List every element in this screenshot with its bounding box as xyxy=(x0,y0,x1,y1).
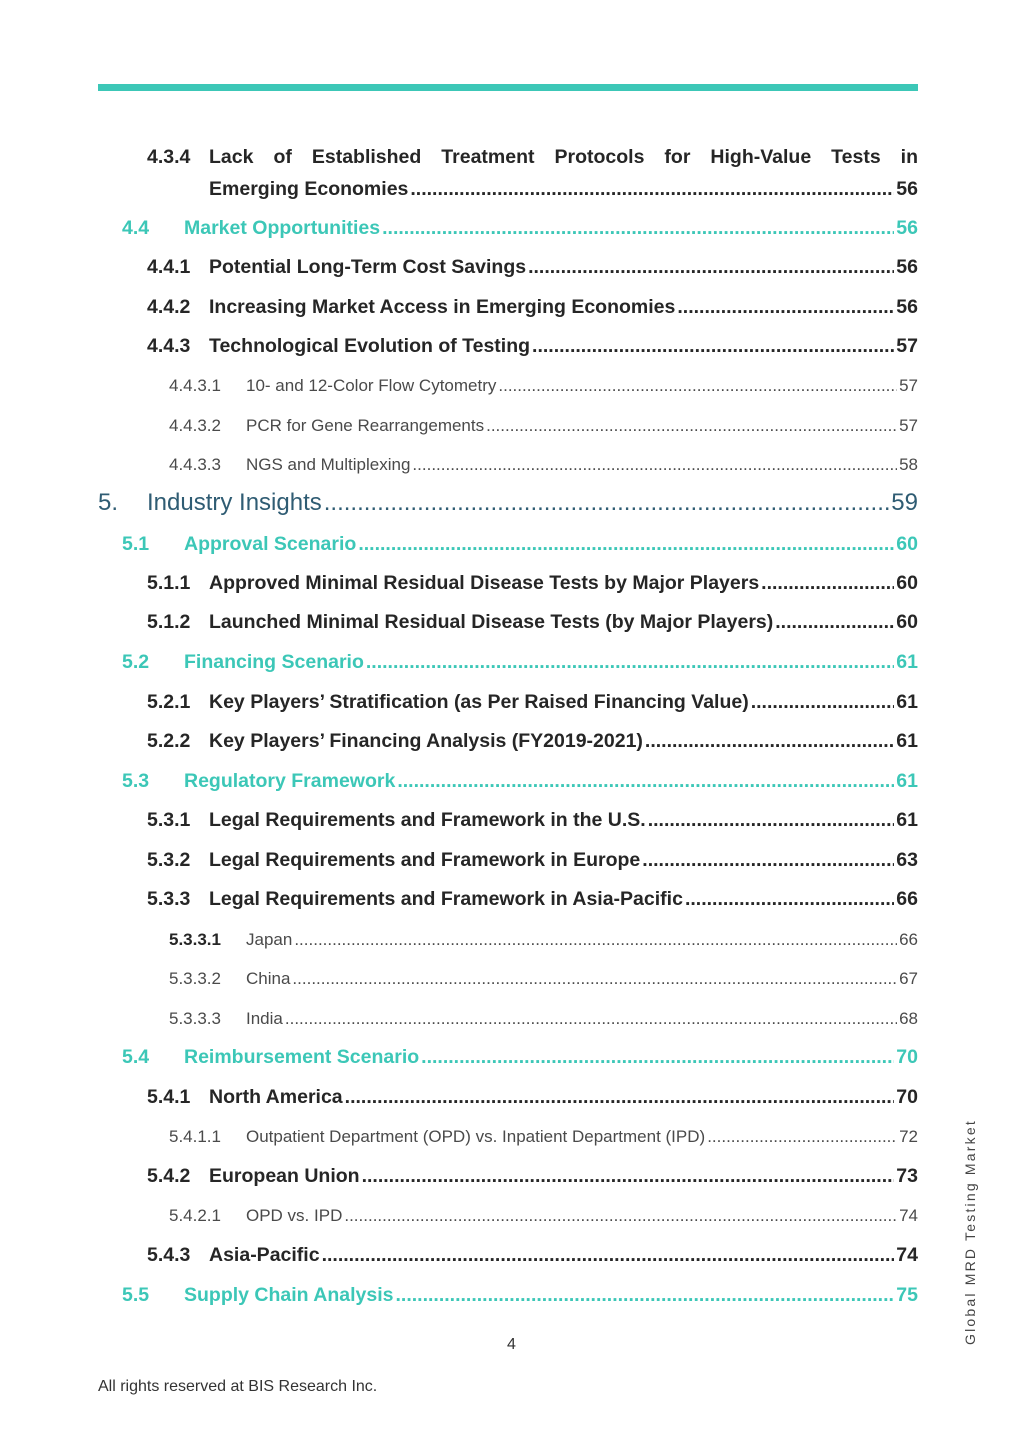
toc-entry-page: 57 xyxy=(896,335,918,357)
toc-entry-page: 60 xyxy=(896,533,918,555)
toc-entry-title: Key Players’ Stratification (as Per Raised Financing Value) xyxy=(209,691,749,713)
toc-entry-4-3-4[interactable] xyxy=(147,146,918,201)
toc-leader-dots xyxy=(358,533,894,556)
toc-entry-number: 5.4 xyxy=(122,1046,150,1068)
toc-entry-5-2-2[interactable] xyxy=(147,730,918,753)
toc-entry-number: 5.3.3.1 xyxy=(169,930,221,949)
toc-entry-5-2[interactable] xyxy=(122,651,918,674)
toc-leader-dots xyxy=(285,1009,897,1029)
toc-entry-number: 5.2.2 xyxy=(147,730,191,752)
toc-entry-title: Regulatory Framework xyxy=(184,770,396,792)
toc-entry-number: 4.4.3 xyxy=(147,335,191,357)
toc-leader-dots xyxy=(412,455,897,475)
toc-entry-page: 58 xyxy=(899,455,918,474)
toc-entry-number: 4.4.3.1 xyxy=(169,376,221,395)
toc-entry-page: 60 xyxy=(896,611,918,633)
toc-leader-dots xyxy=(292,969,897,989)
toc-leader-dots xyxy=(486,416,897,436)
page-number: 4 xyxy=(507,1336,516,1353)
toc-entry-number: 5.1.2 xyxy=(147,611,191,633)
side-report-label: Global MRD Testing Market xyxy=(962,1119,978,1345)
toc-entry-page: 61 xyxy=(896,730,918,752)
toc-entry-page: 68 xyxy=(899,1009,918,1028)
toc-entry-title: India xyxy=(246,1009,283,1028)
toc-entry-title: Industry Insights xyxy=(147,489,322,516)
toc-entry-5-3-3-3[interactable] xyxy=(169,1009,918,1029)
toc-leader-dots xyxy=(642,849,894,872)
toc-entry-page: 61 xyxy=(896,651,918,673)
toc-leader-dots xyxy=(382,217,894,240)
toc-entry-5-5[interactable] xyxy=(122,1284,918,1307)
toc-entry-5-4-3[interactable] xyxy=(147,1244,918,1267)
toc-entry-number: 4.4.3.2 xyxy=(169,416,221,435)
toc-entry-page: 75 xyxy=(896,1284,918,1306)
toc-entry-number: 5.4.1 xyxy=(147,1086,191,1108)
toc-entry-page: 66 xyxy=(896,888,918,910)
toc-entry-title: European Union xyxy=(209,1165,360,1187)
toc-entry-page: 56 xyxy=(896,296,918,318)
toc-entry-title: Increasing Market Access in Emerging Economies xyxy=(209,296,676,318)
toc-entry-page: 56 xyxy=(896,256,918,278)
toc-entry-page: 74 xyxy=(899,1206,918,1225)
toc-entry-4-4[interactable] xyxy=(122,217,918,240)
toc-entry-number: 5.4.2.1 xyxy=(169,1206,221,1225)
toc-entry-title: Reimbursement Scenario xyxy=(184,1046,420,1068)
toc-leader-dots xyxy=(498,376,897,396)
toc-entry-title: China xyxy=(246,969,291,988)
toc-entry-5-3[interactable] xyxy=(122,770,918,793)
toc-entry-number: 5.4.2 xyxy=(147,1165,191,1187)
toc-entry-4-4-1[interactable] xyxy=(147,256,918,279)
toc-leader-dots xyxy=(775,611,894,634)
toc-entry-page: 59 xyxy=(891,489,918,516)
toc-leader-dots xyxy=(397,770,894,793)
toc-leader-dots xyxy=(761,572,894,595)
toc-leader-dots xyxy=(532,335,894,358)
toc-entry-title: 10- and 12-Color Flow Cytometry xyxy=(246,376,497,395)
toc-entry-page: 72 xyxy=(899,1127,918,1146)
toc-entry-page: 73 xyxy=(896,1165,918,1187)
toc-entry-page: 70 xyxy=(896,1086,918,1108)
copyright-notice: All rights reserved at BIS Research Inc. xyxy=(98,1378,378,1395)
toc-entry-number: 5.2 xyxy=(122,651,150,673)
toc-entry-title: Asia-Pacific xyxy=(209,1244,320,1266)
toc-entry-page: 56 xyxy=(896,217,918,239)
toc-leader-dots xyxy=(707,1127,897,1147)
toc-leader-dots xyxy=(344,1206,897,1226)
toc-entry-page: 57 xyxy=(899,376,918,395)
toc-entry-number: 5.4.1.1 xyxy=(169,1127,221,1146)
toc-entry-5-1-2[interactable] xyxy=(147,611,918,634)
toc-leader-dots xyxy=(366,651,894,674)
toc-leader-dots xyxy=(645,730,894,753)
toc-leader-dots xyxy=(751,691,895,714)
toc-entry-title: OPD vs. IPD xyxy=(246,1206,343,1225)
toc-entry-5-4-1[interactable] xyxy=(147,1086,918,1109)
toc-leader-dots xyxy=(677,296,894,319)
toc-entry-title: Legal Requirements and Framework in the U.S. xyxy=(209,809,646,831)
toc-leader-dots xyxy=(324,489,890,517)
toc-entry-5-3-1[interactable] xyxy=(147,809,918,832)
toc-entry-title: Supply Chain Analysis xyxy=(184,1284,394,1306)
toc-entry-page: 61 xyxy=(896,809,918,831)
toc-entry-5-2-1[interactable] xyxy=(147,691,918,714)
toc-entry-4-4-3-2[interactable] xyxy=(169,416,918,436)
toc-entry-4-4-3[interactable] xyxy=(147,335,918,358)
toc-leader-dots xyxy=(362,1165,895,1188)
toc-leader-dots xyxy=(528,256,894,279)
toc-entry-page: 57 xyxy=(899,416,918,435)
toc-entry-title: NGS and Multiplexing xyxy=(246,455,411,474)
toc-entry-title: Financing Scenario xyxy=(184,651,364,673)
toc-entry-number: 5. xyxy=(98,489,119,516)
toc-entry-4-4-2[interactable] xyxy=(147,296,918,319)
toc-entry-page: 61 xyxy=(896,691,918,713)
toc-entry-title: Japan xyxy=(246,930,293,949)
toc-leader-dots xyxy=(294,930,897,950)
toc-entry-number: 5.5 xyxy=(122,1284,150,1306)
toc-entry-number: 5.3.2 xyxy=(147,849,191,871)
toc-entry-page: 63 xyxy=(896,849,918,871)
toc-entry-number: 5.4.3 xyxy=(147,1244,191,1266)
toc-entry-5-1[interactable] xyxy=(122,533,918,556)
toc-entry-number: 4.4.1 xyxy=(147,256,191,278)
toc-entry-number: 5.3.3 xyxy=(147,888,191,910)
toc-entry-number: 4.4 xyxy=(122,217,150,239)
toc-entry-title: PCR for Gene Rearrangements xyxy=(246,416,485,435)
toc-entry-5-4-2-1[interactable] xyxy=(169,1206,918,1226)
toc-leader-dots xyxy=(345,1086,895,1109)
toc-entry-number: 4.3.4 xyxy=(147,146,191,168)
toc-entry-page: 56 xyxy=(896,178,918,200)
toc-leader-dots xyxy=(421,1046,894,1069)
toc-entry-page: 66 xyxy=(899,930,918,949)
toc-entry-number: 5.3 xyxy=(122,770,150,792)
toc-entry-number: 5.3.1 xyxy=(147,809,191,831)
toc-entry-5-4-2[interactable] xyxy=(147,1165,918,1188)
toc-entry-title: North America xyxy=(209,1086,343,1108)
toc-entry-title: Lack of Established Treatment Protocols for High-Value Tests in xyxy=(209,146,918,168)
toc-entry-title: Key Players’ Financing Analysis (FY2019-2021) xyxy=(209,730,643,752)
toc-entry-5-3-2[interactable] xyxy=(147,849,918,872)
toc-leader-dots xyxy=(648,809,895,832)
toc-entry-number: 5.1 xyxy=(122,533,150,555)
toc-entry-number: 4.4.3.3 xyxy=(169,455,221,474)
toc-entry-title: Approved Minimal Residual Disease Tests by Major Players xyxy=(209,572,760,594)
toc-entry-title: Legal Requirements and Framework in Asia-Pacific xyxy=(209,888,683,910)
toc-entry-5-3-3[interactable] xyxy=(147,888,918,911)
toc-entry-page: 60 xyxy=(896,572,918,594)
toc-leader-dots xyxy=(322,1244,895,1267)
toc-entry-5-4-1-1[interactable] xyxy=(169,1127,918,1147)
toc-entry-title: Approval Scenario xyxy=(184,533,357,555)
toc-entry-4-4-3-1[interactable] xyxy=(169,376,918,396)
toc-entry-title: Legal Requirements and Framework in Europe xyxy=(209,849,641,871)
toc-entry-number: 4.4.2 xyxy=(147,296,191,318)
toc-entry-title: Technological Evolution of Testing xyxy=(209,335,531,357)
toc-entry-title-cont: Emerging Economies xyxy=(209,178,409,200)
toc-entry-4-4-3-3[interactable] xyxy=(169,455,918,475)
toc-entry-page: 67 xyxy=(899,969,918,988)
toc-entry-number: 5.3.3.3 xyxy=(169,1009,221,1028)
toc-leader-dots xyxy=(396,1284,895,1307)
toc-entry-page: 70 xyxy=(896,1046,918,1068)
toc-entry-5-4[interactable] xyxy=(122,1046,918,1069)
toc-entry-title: Potential Long-Term Cost Savings xyxy=(209,256,527,278)
toc-entry-5-1-1[interactable] xyxy=(147,572,918,595)
toc-entry-5[interactable] xyxy=(98,489,918,517)
toc-entry-number: 5.1.1 xyxy=(147,572,191,594)
toc-entry-title: Outpatient Department (OPD) vs. Inpatient Department (IPD) xyxy=(246,1127,706,1146)
toc-entry-5-3-3-2[interactable] xyxy=(169,969,918,989)
toc-leader-dots xyxy=(410,178,894,201)
toc-entry-5-3-3-1[interactable] xyxy=(169,930,918,950)
toc-entry-number: 5.2.1 xyxy=(147,691,191,713)
toc-entry-title: Market Opportunities xyxy=(184,217,381,239)
toc-entry-title: Launched Minimal Residual Disease Tests (by Major Players) xyxy=(209,611,774,633)
toc-entry-number: 5.3.3.2 xyxy=(169,969,221,988)
toc-leader-dots xyxy=(685,888,894,911)
toc-entry-page: 74 xyxy=(896,1244,918,1266)
toc-entry-page: 61 xyxy=(896,770,918,792)
